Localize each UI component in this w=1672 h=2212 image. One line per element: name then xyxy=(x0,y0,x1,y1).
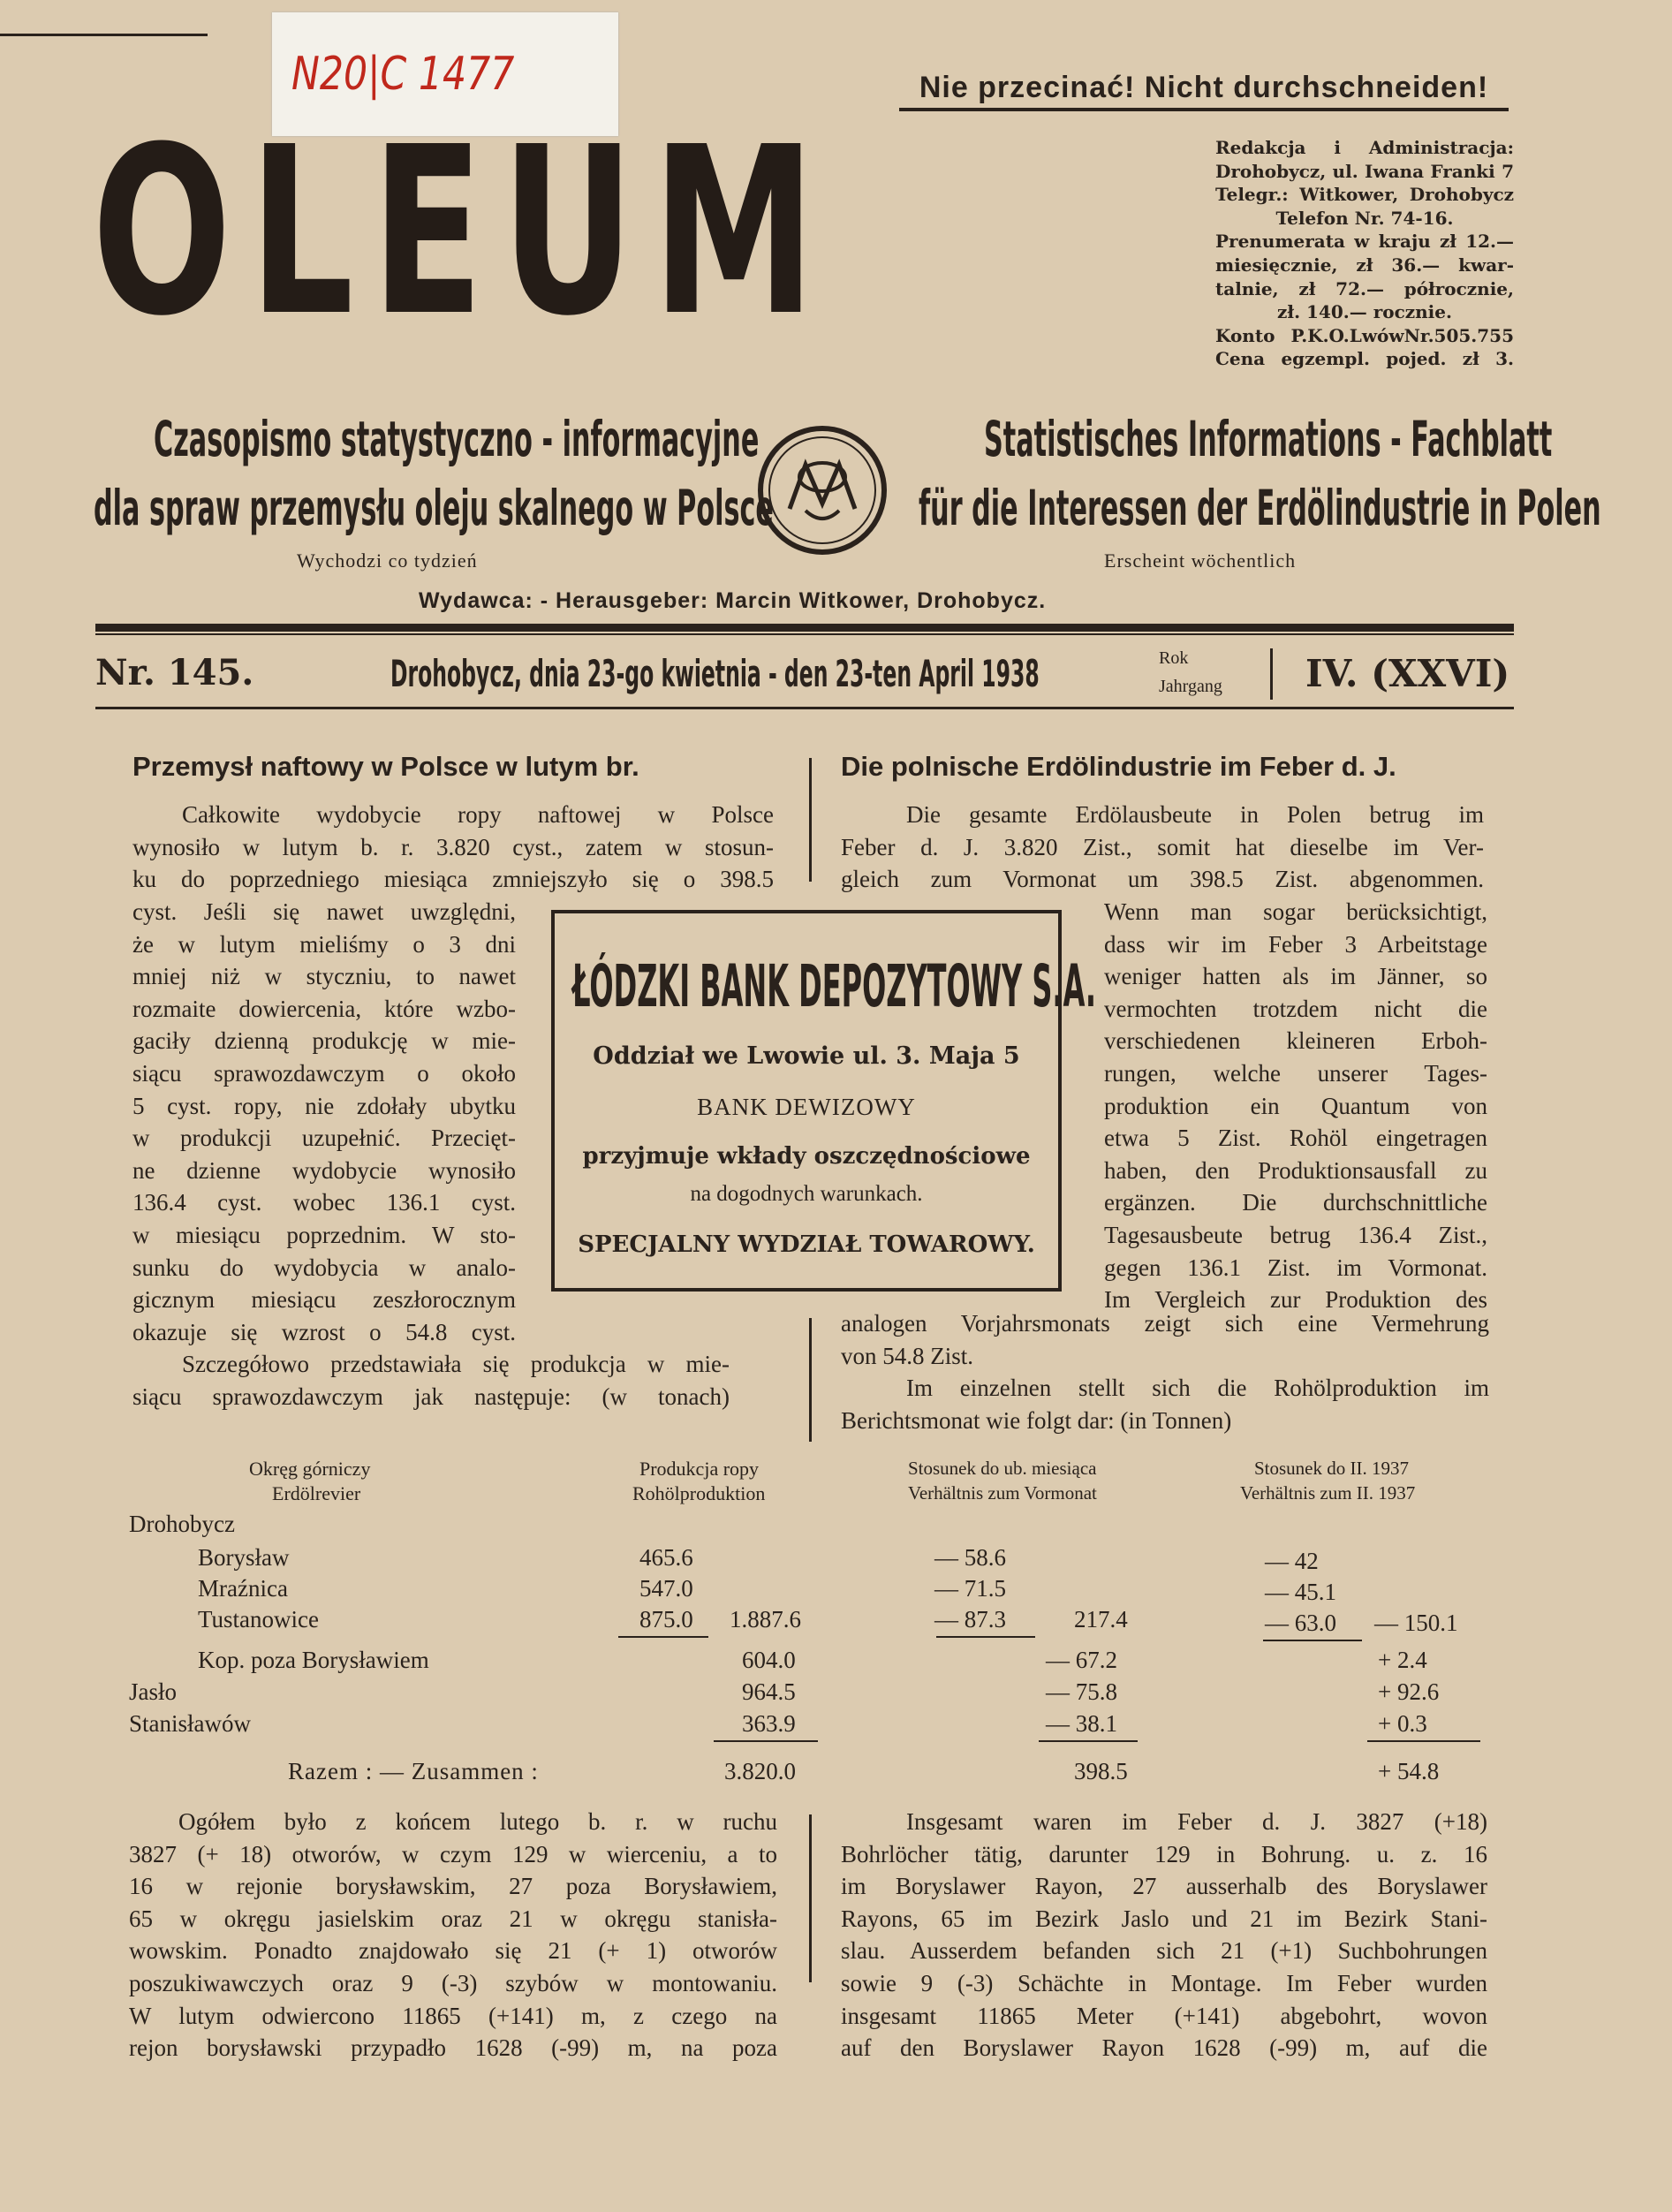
total-prev: 398.5 xyxy=(1074,1758,1128,1784)
row-y37: + 0.3 xyxy=(1378,1710,1427,1737)
subtotal-rule xyxy=(618,1636,708,1638)
text-line: 5 cyst. ropy, nie zdołały ubytku xyxy=(132,1092,516,1119)
text-line: analogen Vorjahrsmonats zeigt sich eine Vermehrung xyxy=(841,1310,1489,1337)
redakcja-line: Telefon Nr. 74-16. xyxy=(1275,207,1454,229)
text-line: vermochten trotzdem nicht die xyxy=(1104,995,1487,1022)
text-line: produktion ein Quantum von xyxy=(1104,1092,1487,1119)
header-vs-prev: Stosunek do ub. miesiąca xyxy=(908,1458,1097,1479)
text-line: Die gesamte Erdölausbeute in Polen betrug im xyxy=(906,801,1484,828)
header-vs-1937: Stosunek do II. 1937 xyxy=(1254,1458,1409,1479)
bottom-de-text xyxy=(841,1806,1487,2064)
row-y37: — 45.1 xyxy=(1265,1579,1336,1605)
text-line: ne dzienne wydobycie wynosiło xyxy=(132,1156,516,1184)
row-y37: + 2.4 xyxy=(1378,1647,1427,1673)
article-de-title: Die polnische Erdölindustrie im Feber d. J. xyxy=(841,751,1396,782)
row-name: Borysław xyxy=(198,1544,290,1571)
text-line: Bohrlöcher tätig, darunter 129 in Bohrung. u. z. 16 xyxy=(841,1840,1487,1867)
header-vs-prev-de: Verhältnis zum Vormonat xyxy=(908,1482,1097,1504)
row-name: Tustanowice xyxy=(198,1606,320,1632)
row-name: Kop. poza Borysławiem xyxy=(198,1647,429,1673)
row-y37: + 92.6 xyxy=(1378,1678,1440,1705)
row-prev: — 71.5 xyxy=(934,1575,1006,1602)
text-line: Berichtsmonat wie folgt dar: (in Tonnen) xyxy=(841,1406,1232,1434)
row-prod: 964.5 xyxy=(742,1678,796,1705)
row-name: Mraźnica xyxy=(198,1575,288,1602)
redakcja-line: Konto P.K.O.LwówNr.505.755 xyxy=(1215,324,1514,346)
text-line: w miesiącu poprzednim. W sto- xyxy=(132,1221,516,1248)
text-line: cyst. Jeśli się nawet uwzględni, xyxy=(132,898,516,925)
column-divider xyxy=(809,1814,812,1982)
text-line: rozmaite dowiercenia, które wzbo- xyxy=(132,995,516,1022)
text-line: Wenn man sogar berücksichtigt, xyxy=(1104,898,1487,925)
row-y37: — 42 xyxy=(1265,1548,1319,1574)
article-de-end xyxy=(841,1307,1489,1436)
text-line: wowskim. Ponadto znajdowało się 21 (+ 1) otworów xyxy=(129,1937,777,1965)
text-line: Całkowite wydobycie ropy naftowej w Polsce xyxy=(182,801,774,828)
jahrgang-label: Jahrgang xyxy=(1159,677,1222,696)
text-line: Im Vergleich zur Produktion des xyxy=(1104,1286,1487,1314)
text-line: gaciły dzienną produkcję w mie- xyxy=(132,1027,516,1055)
frequency-pl: Wychodzi co tydzień xyxy=(297,549,478,572)
top-left-rule xyxy=(0,34,208,36)
text-line: haben, den Produktionsausfall zu xyxy=(1104,1156,1487,1184)
redakcja-line: Redakcja i Administracja: xyxy=(1215,137,1514,158)
row-prod: 363.9 xyxy=(742,1710,796,1737)
text-line: 16 w rejonie borysławskim, 27 poza Borysławiem, xyxy=(129,1873,777,1900)
issue-dateline: Drohobycz, dnia 23-go kwietnia - den 23-ten April 1938 xyxy=(390,652,1040,695)
notice-underline xyxy=(899,108,1509,111)
text-line: dass wir im Feber 3 Arbeitstage xyxy=(1104,930,1487,958)
column-divider xyxy=(809,1318,812,1442)
bank-advertisement xyxy=(551,910,1097,1292)
subtotal-rule xyxy=(936,1636,1035,1638)
redakcja-line: Telegr.: Witkower, Drohobycz xyxy=(1215,184,1514,206)
total-label: Razem : — Zusammen : xyxy=(288,1758,539,1784)
text-line: gicznym miesiącu zeszłorocznym xyxy=(132,1286,516,1314)
ad-bank-name: ŁÓDZKI BANK DEPOZYTOWY S.A. xyxy=(572,952,1097,1020)
text-line: Im einzelnen stellt sich die Rohölproduktion im xyxy=(906,1375,1489,1402)
row-prod: 465.6 xyxy=(639,1544,693,1571)
article-de-lead xyxy=(841,799,1484,896)
article-pl-lead xyxy=(132,799,774,896)
text-line: siącu sprawozdawczym o około xyxy=(132,1059,516,1087)
text-line: Rayons, 65 im Bezirk Jaslo und 21 im Bezirk Stani- xyxy=(841,1905,1487,1932)
text-line: Feber d. J. 3.820 Zist., somit hat dieselbe im Ver- xyxy=(841,833,1484,860)
issue-rule-bottom xyxy=(95,707,1514,709)
text-line: mniej niż w styczniu, to nawet xyxy=(132,963,516,990)
total-prod: 3.820.0 xyxy=(724,1758,796,1784)
article-pl-title: Przemysł naftowy w Polsce w lutym br. xyxy=(132,751,639,782)
header-production-de: Rohölproduktion xyxy=(632,1482,766,1504)
header-production: Produkcja ropy xyxy=(639,1458,760,1480)
text-line: w produkcji uzupełnić. Przecięt- xyxy=(132,1125,516,1152)
header-vs-1937-de: Verhältnis zum II. 1937 xyxy=(1240,1482,1416,1504)
row-prev: — 75.8 xyxy=(1046,1678,1117,1705)
total-rule xyxy=(714,1740,818,1742)
ad-accepts: przyjmuje wkłady oszczędnościowe xyxy=(582,1143,1031,1170)
row-y37-total: — 150.1 xyxy=(1374,1610,1458,1636)
top-notice: Nie przecinać! Nicht durchschneiden! xyxy=(919,71,1489,104)
rok-label: Rok xyxy=(1159,648,1189,668)
ad-department: SPECJALNY WYDZIAŁ TOWAROWY. xyxy=(578,1231,1035,1258)
row-name: Jasło xyxy=(129,1678,177,1705)
text-line: von 54.8 Zist. xyxy=(841,1342,974,1369)
total-rule xyxy=(1367,1740,1480,1742)
text-line: Insgesamt waren im Feber d. J. 3827 (+18) xyxy=(906,1808,1487,1835)
text-line: rungen, welche unserer Tages- xyxy=(1104,1059,1487,1087)
redakcja-line: Drohobycz, ul. Iwana Franki 7 xyxy=(1215,160,1514,182)
redakcja-block xyxy=(1215,136,1514,371)
text-line: ku do poprzedniego miesiąca zmniejszyło się o 398.5 xyxy=(132,866,774,893)
text-line: 136.4 cyst. wobec 136.1 cyst. xyxy=(132,1189,516,1216)
issue-rule-top xyxy=(95,624,1514,632)
text-line: gleich zum Vormonat um 398.5 Zist. abgenommen. xyxy=(841,866,1484,893)
ad-branch: Oddział we Lwowie ul. 3. Maja 5 xyxy=(593,1042,1020,1070)
text-line: slau. Ausserdem befanden sich 21 (+1) Suchbohrungen xyxy=(841,1937,1487,1965)
article-pl-narrow xyxy=(132,896,516,1348)
stamp-handwriting: N20|C 1477 xyxy=(291,48,515,101)
text-line: verschiedenen kleineren Erboh- xyxy=(1104,1027,1487,1055)
subtotal-rule xyxy=(1263,1640,1362,1641)
text-line: 65 w okręgu jasielskim oraz 21 w okręgu stanisła- xyxy=(129,1905,777,1932)
ad-bank-type: BANK DEWIZOWY xyxy=(697,1094,916,1120)
redakcja-line: talnie, zł 72.— półrocznie, xyxy=(1215,277,1514,299)
subtitle-de-line2: für die Interessen der Erdölindustrie in Polen xyxy=(919,480,1601,536)
text-line: Ogółem było z końcem lutego b. r. w ruchu xyxy=(178,1808,777,1835)
text-line: poszukiwawczych oraz 9 (-3) szybów w montowaniu. xyxy=(129,1969,777,1996)
text-line: 3827 (+ 18) otworów, w czym 129 w wierceniu, a to xyxy=(129,1840,777,1867)
text-line: wynosiło w lutym b. r. 3.820 cyst., zatem w stosun- xyxy=(132,833,774,860)
row-prev: — 58.6 xyxy=(934,1544,1006,1571)
redakcja-line: zł. 140.— rocznie. xyxy=(1277,301,1452,323)
text-line: że w lutym mieliśmy o 3 dni xyxy=(132,930,516,958)
redakcja-line: Cena egzempl. pojed. zł 3. xyxy=(1215,348,1514,370)
frequency-de: Erscheint wöchentlich xyxy=(1104,549,1297,572)
subtitle-pl-line2: dla spraw przemysłu oleju skalnego w Polsce xyxy=(94,480,774,536)
row-prod: 875.0 xyxy=(639,1606,693,1632)
text-line: sowie 9 (-3) Schächte in Montage. Im Feber wurden xyxy=(841,1969,1487,1996)
row-prod: 604.0 xyxy=(742,1647,796,1673)
row-prod: 547.0 xyxy=(639,1575,693,1602)
text-line: Tagesausbeute betrug 136.4 Zist., xyxy=(1104,1221,1487,1248)
text-line: W lutym odwiercono 11865 (+141) m, z czego na xyxy=(129,2002,777,2029)
text-line: okazuje się wzrost o 54.8 cyst. xyxy=(132,1318,516,1345)
redakcja-line: miesięcznie, zł 36.— kwar- xyxy=(1215,254,1514,276)
row-prev: — 38.1 xyxy=(1046,1710,1117,1737)
article-de-narrow xyxy=(1104,896,1487,1316)
bottom-pl-text xyxy=(129,1806,777,2064)
header-region: Okręg górniczy xyxy=(249,1458,371,1480)
text-line: sunku do wydobycia w analo- xyxy=(132,1254,516,1281)
total-rule xyxy=(1039,1740,1138,1742)
masthead-title: OLEUM xyxy=(92,97,834,367)
row-prev: — 87.3 xyxy=(934,1606,1006,1632)
publisher-line: Wydawca: - Herausgeber: Marcin Witkower, Drohobycz. xyxy=(419,588,1047,613)
text-line: ergänzen. Die durchschnittliche xyxy=(1104,1189,1487,1216)
row-name: Stanisławów xyxy=(129,1710,251,1737)
text-line: auf den Boryslawer Rayon 1628 (-99) m, auf die xyxy=(841,2034,1487,2062)
redakcja-line: Prenumerata w kraju zł 12.— xyxy=(1215,231,1514,253)
volume-bracket xyxy=(1270,648,1273,700)
issue-rule-top-thin xyxy=(95,633,1514,635)
group-label: Drohobycz xyxy=(129,1511,235,1537)
article-pl-end xyxy=(132,1348,730,1413)
row-prev-total: 217.4 xyxy=(1074,1606,1128,1632)
text-line: siącu sprawozdawczym jak następuje: (w tonach) xyxy=(132,1382,730,1410)
text-line: gegen 136.1 Zist. im Vormonat. xyxy=(1104,1254,1487,1281)
header-region-de: Erdölrevier xyxy=(272,1482,361,1504)
text-line: etwa 5 Zist. Rohöl eingetragen xyxy=(1104,1125,1487,1152)
row-total: 1.887.6 xyxy=(730,1606,801,1632)
text-line: Szczegółowo przedstawiała się produkcja w mie- xyxy=(182,1351,730,1377)
issue-number: Nr. 145. xyxy=(95,652,254,693)
oleum-emblem-icon xyxy=(754,422,890,558)
text-line: weniger hatten als im Jänner, so xyxy=(1104,963,1487,990)
subtitle-de-line1: Statistisches Informations - Fachblatt xyxy=(984,411,1553,467)
text-line: im Boryslawer Rayon, 27 ausserhalb des Boryslawer xyxy=(841,1873,1487,1900)
text-line: rejon borysławski przypadło 1628 (-99) m, na poza xyxy=(129,2034,777,2062)
column-divider xyxy=(809,758,812,882)
subtitle-pl-line1: Czasopismo statystyczno - informacyjne xyxy=(154,411,760,467)
issue-volume: IV. (XXVI) xyxy=(1305,652,1510,695)
total-y37: + 54.8 xyxy=(1378,1758,1440,1784)
text-line: insgesamt 11865 Meter (+141) abgebohrt, wovon xyxy=(841,2002,1487,2029)
ad-terms: na dogodnych warunkach. xyxy=(690,1182,923,1206)
row-y37: — 63.0 xyxy=(1265,1610,1336,1636)
row-prev: — 67.2 xyxy=(1046,1647,1117,1673)
